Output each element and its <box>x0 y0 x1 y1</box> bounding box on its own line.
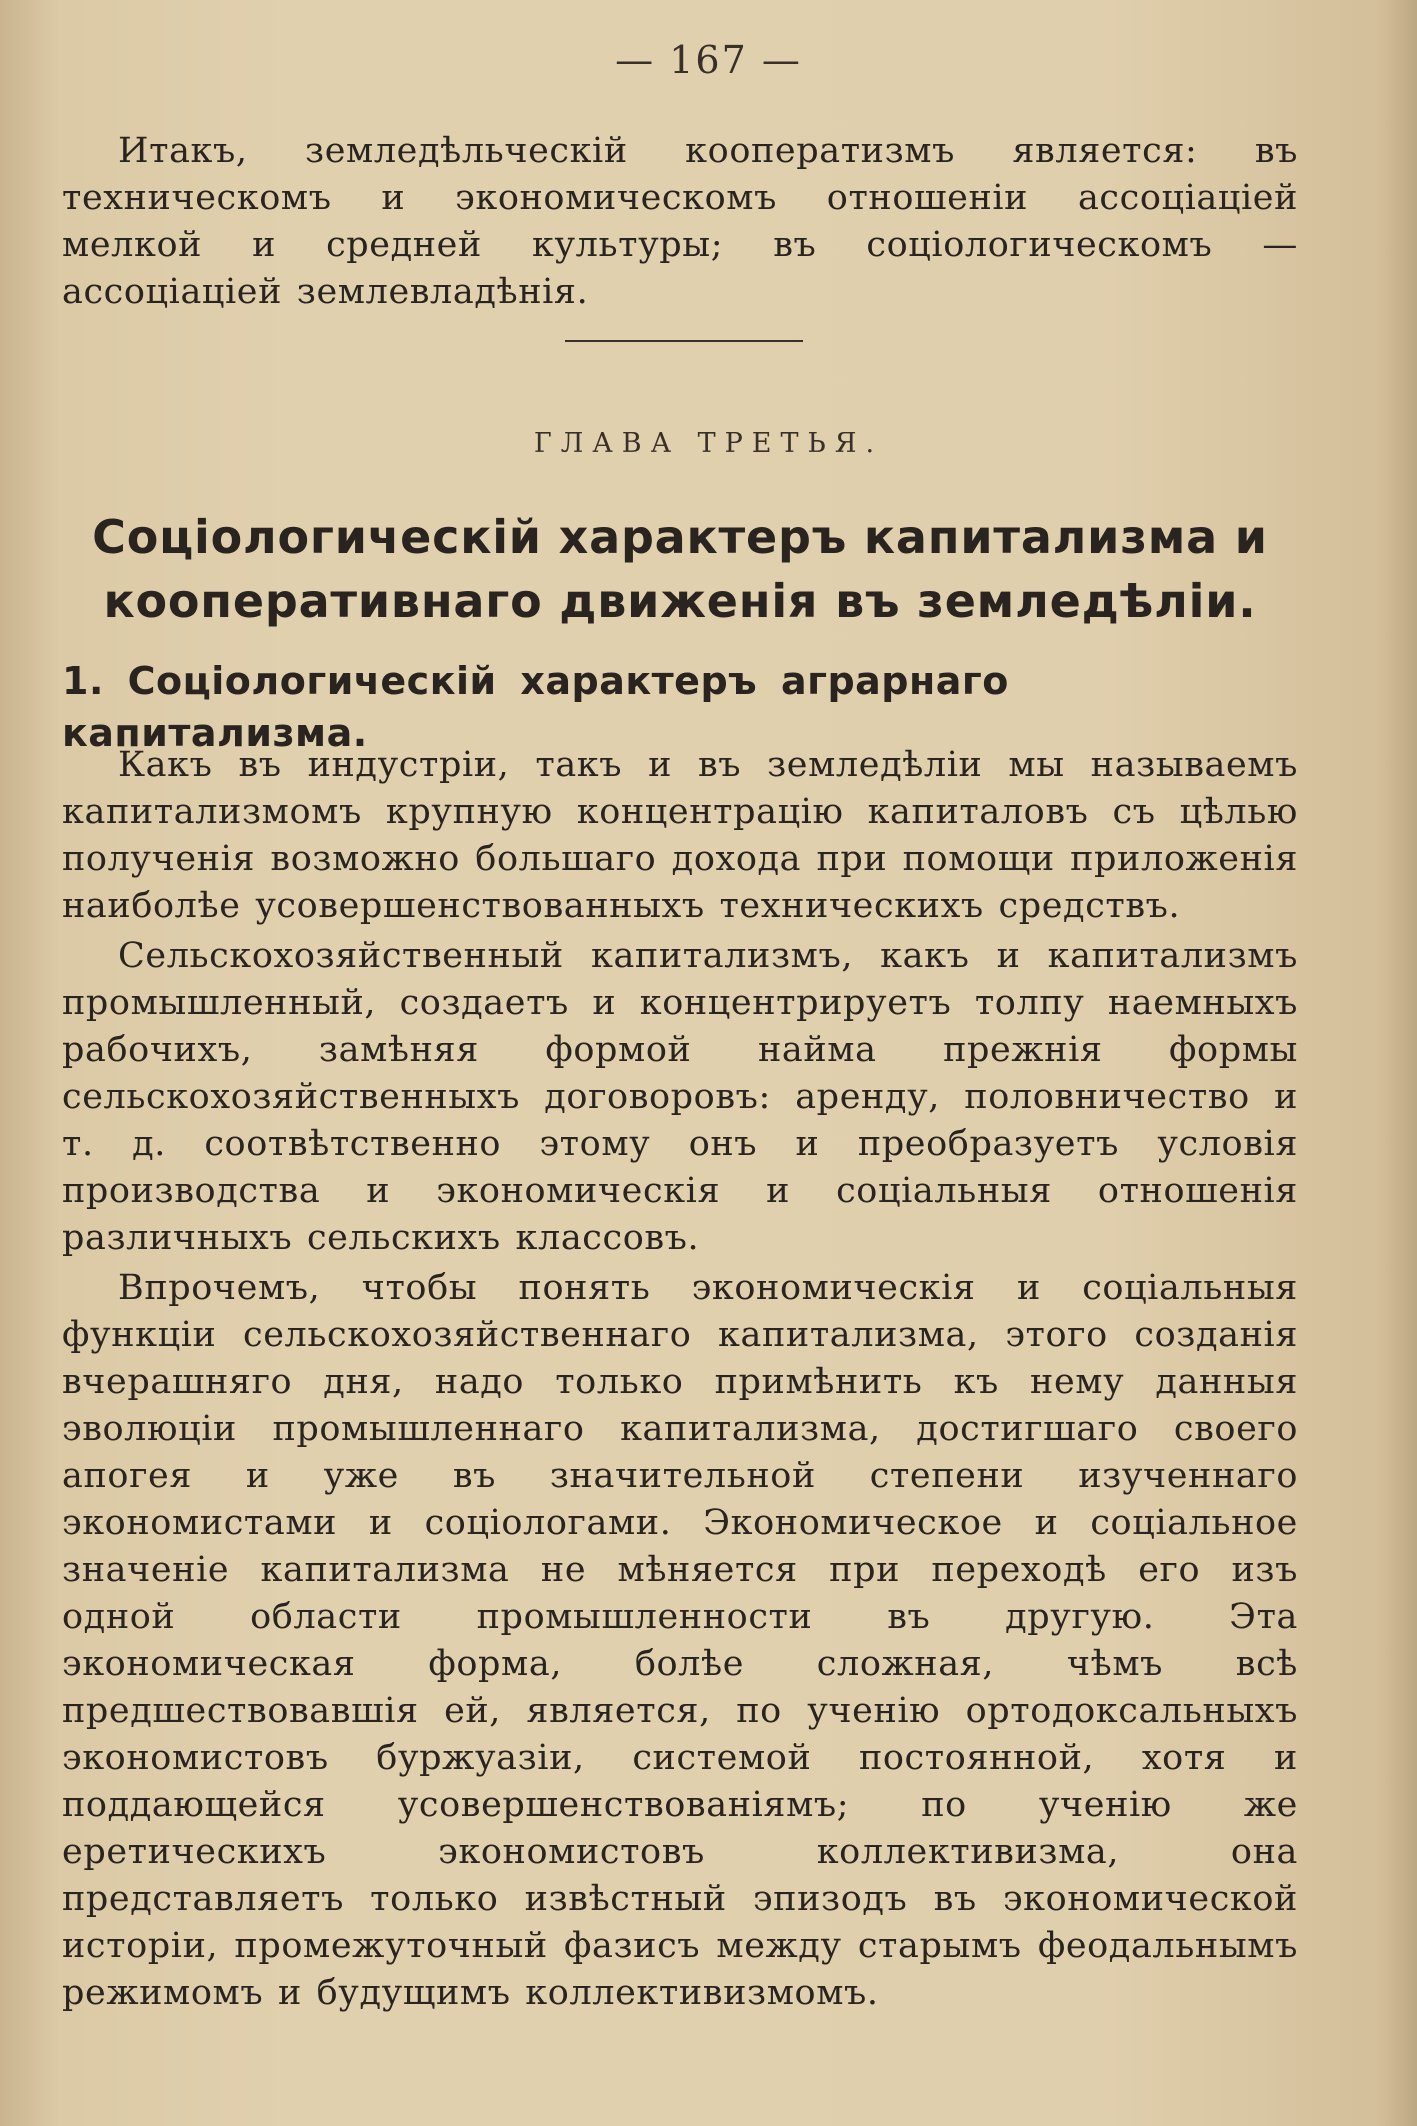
body-paragraph: Сельскохозяйственный капитализмъ, какъ и капитализмъ промышленный, создаетъ и концентрируетъ толпу наемныхъ рабочихъ, замѣняя формой найма прежнія формы сельскохозяйственныхъ договоровъ: аренду, половничество и т. д. соотвѣтственно этому онъ и преобразуетъ условія производства и экономическія и соціальныя отношенія различныхъ сельскихъ классовъ. <box>62 936 1298 1258</box>
intro-paragraph: Итакъ, земледѣльческій кооператизмъ является: въ техническомъ и экономическомъ отношеніи ассоціаціей мелкой и средней культуры; въ соціологическомъ — ассоціаціей землевладѣнія. <box>62 131 1298 312</box>
body-paragraph: Какъ въ индустріи, такъ и въ земледѣліи мы называемъ капитализмомъ крупную концентрацію капиталовъ съ цѣлью полученія возможно большаго дохода при помощи приложенія наиболѣе усовершенствованныхъ техническихъ средствъ. <box>62 745 1298 926</box>
section-divider <box>565 340 803 342</box>
body-text-block <box>62 742 1298 2017</box>
intro-text-block <box>62 128 1298 316</box>
page-edge-shadow <box>1377 0 1417 2126</box>
page-number: — 167 — <box>615 38 802 82</box>
chapter-label: ГЛАВА ТРЕТЬЯ. <box>533 428 884 459</box>
section-title: 1. Соціологическій характеръ аграрнаго капитализма. <box>62 659 1009 755</box>
chapter-title: Соціологическій характеръ капитализма и кооперативнаго движенія въ земледѣліи. <box>92 510 1268 628</box>
body-paragraph: Впрочемъ, чтобы понять экономическія и соціальныя функціи сельскохозяйственнаго капитализма, этого созданія вчерашняго дня, надо только примѣнить къ нему данныя эволюціи промышленнаго капитализма, достигшаго своего апогея и уже въ значительной степени изученнаго экономистами и соціологами. Экономическое и соціальное значеніе капитализма не мѣняется при переходѣ его изъ одной области промышленности въ другую. Эта экономическая форма, болѣе сложная, чѣмъ всѣ предшествовавшія ей, является, по ученію ортодоксальныхъ экономистовъ буржуазіи, системой постоянной, хотя и поддающейся усовершенствованіямъ; по ученію же еретическихъ экономистовъ коллективизма, она представляетъ только извѣстный эпизодъ въ экономической исторіи, промежуточный фазисъ между старымъ феодальнымъ режимомъ и будущимъ коллективизмомъ. <box>62 1268 1298 2013</box>
